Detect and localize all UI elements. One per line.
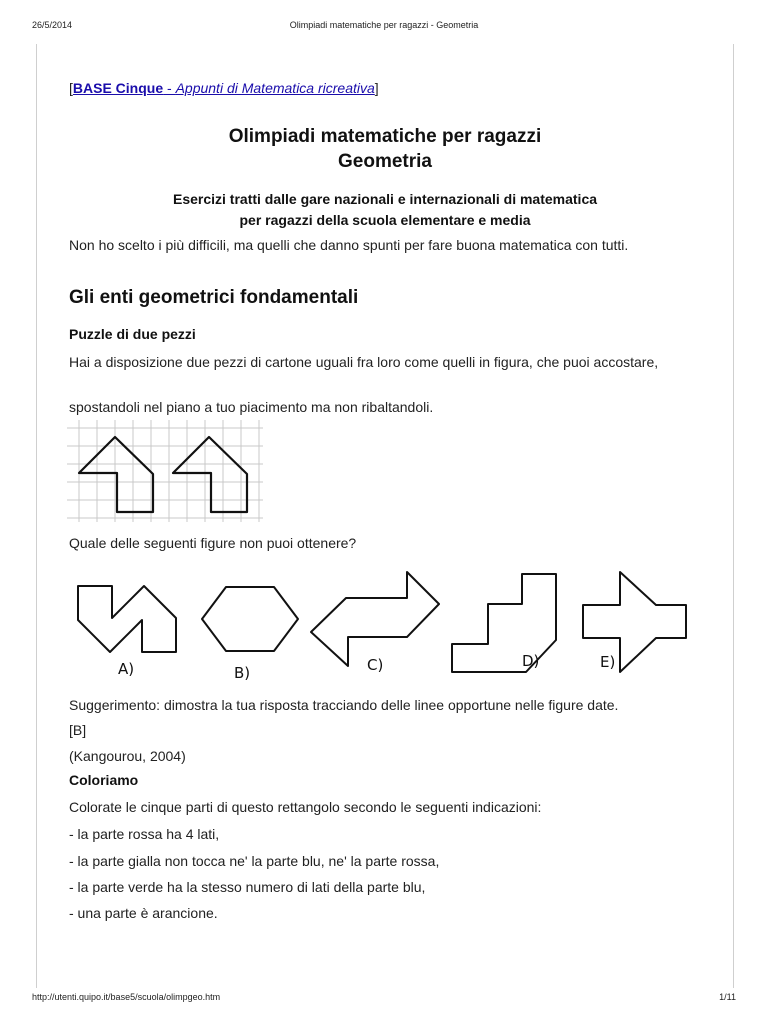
puzzle-text-1: Hai a disposizione due pezzi di cartone uguali fra loro come quelli in figura, che puoi accostare, (69, 354, 659, 370)
option-c-shape (311, 572, 439, 666)
coloring-rule-4: - una parte è arancione. (69, 905, 218, 921)
option-b-shape (202, 587, 298, 651)
site-name: BASE Cinque (72, 80, 164, 96)
page-subtitle (40, 189, 730, 231)
puzzle-source: (Kangourou, 2004) (69, 748, 186, 764)
page-title (40, 124, 730, 174)
breadcrumb (69, 80, 379, 96)
site-tagline: Appunti di Matematica ricreativa (175, 80, 375, 96)
breadcrumb-separator: - (163, 80, 176, 96)
print-page-title: Olimpiadi matematiche per ragazzi - Geometria (289, 20, 479, 30)
bracket-close: ] (374, 80, 379, 96)
puzzle-hint: Suggerimento: dimostra la tua risposta tracciando delle linee opportune nelle figure date. (69, 697, 619, 713)
puzzle-text-2: spostandoli nel piano a tuo piacimento ma non ribaltandoli. (69, 399, 434, 415)
option-e-shape (583, 572, 686, 672)
coloring-rule-1: - la parte rossa ha 4 lati, (69, 826, 220, 842)
option-c-label: C) (367, 656, 384, 674)
option-b-label: B) (234, 664, 251, 682)
puzzle-piece-right (173, 437, 247, 512)
section-heading: Gli enti geometrici fondamentali (69, 287, 359, 308)
option-a-shape (78, 586, 176, 652)
puzzle-piece-left (79, 437, 153, 512)
print-date: 26/5/2014 (32, 20, 73, 30)
square-grid (67, 420, 263, 522)
puzzle-answer: [B] (69, 722, 87, 738)
coloring-rule-3: - la parte verde ha la stesso numero di lati della parte blu, (69, 879, 426, 895)
coloring-rule-2: - la parte gialla non tocca ne' la parte blu, ne' la parte rossa, (69, 853, 440, 869)
subtitle-line-1: Esercizi tratti dalle gare nazionali e internazionali di matematica (172, 191, 598, 207)
site-home-link[interactable] (73, 80, 375, 96)
page-number: 1/11 (719, 992, 736, 1002)
puzzle-question: Quale delle seguenti figure non puoi ottenere? (69, 535, 357, 551)
print-url: http://utenti.quipo.it/base5/scuola/olimpgeo.htm (32, 992, 221, 1002)
coloring-intro: Colorate le cinque parti di questo rettangolo secondo le seguenti indicazioni: (69, 799, 542, 815)
puzzle-heading: Puzzle di due pezzi (69, 326, 196, 342)
title-line-2: Geometria (338, 151, 432, 172)
intro-text: Non ho scelto i più difficili, ma quelli che danno spunti per fare buona matematica con tutti. (69, 237, 629, 253)
answer-options-figure (70, 568, 700, 688)
option-d-label: D) (522, 652, 540, 670)
option-e-label: E) (600, 653, 616, 671)
puzzle-pieces-figure (67, 420, 263, 522)
print-footer (32, 992, 736, 1004)
option-d-shape (452, 574, 556, 672)
bracket-open: [ (69, 80, 73, 96)
coloring-heading: Coloriamo (69, 772, 139, 788)
option-a-label: A) (118, 660, 135, 678)
title-line-1: Olimpiadi matematiche per ragazzi (228, 126, 542, 147)
subtitle-line-2: per ragazzi della scuola elementare e media (239, 212, 531, 228)
print-header (32, 20, 736, 32)
